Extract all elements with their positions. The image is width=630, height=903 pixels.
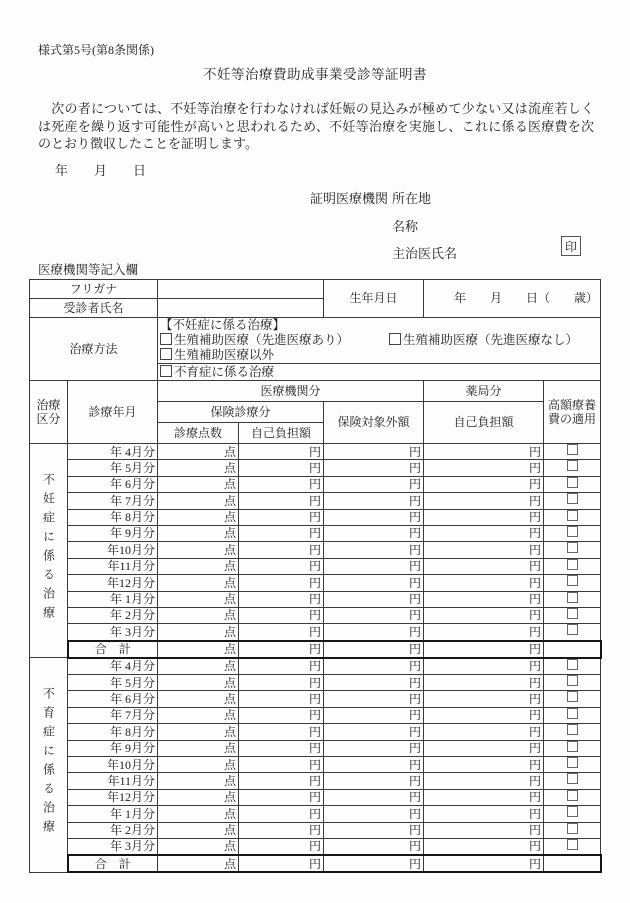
header-month: 診療年月	[68, 381, 158, 444]
checkbox-icon	[567, 741, 578, 752]
header-pharmacy-self-pay: 自己負担額	[424, 402, 544, 444]
uninsured-unit-cell: 円	[324, 476, 424, 492]
checkbox-icon	[567, 773, 578, 784]
selfpay-unit-cell: 円	[239, 591, 324, 607]
pharmacy-unit-cell: 円	[424, 773, 544, 789]
month-row	[30, 591, 601, 607]
patient-name-label: 受診者氏名	[30, 299, 158, 318]
pharmacy-unit-cell: 円	[424, 624, 544, 641]
month-cell: 年 6月分	[68, 691, 158, 707]
header-insured: 保険診療分	[158, 402, 324, 423]
checkbox-icon	[567, 708, 578, 719]
month-cell: 年 8月分	[68, 509, 158, 525]
high-cost-checkbox-cell	[544, 658, 601, 675]
points-unit-cell: 点	[158, 460, 239, 476]
month-cell: 年 3月分	[68, 624, 158, 641]
points-unit-cell: 点	[158, 675, 239, 691]
points-unit-cell: 点	[158, 773, 239, 789]
month-cell: 年 3月分	[68, 838, 158, 855]
issue-date-line: 年 月 日	[55, 163, 147, 178]
points-unit-cell: 点	[158, 476, 239, 492]
option-label: 生殖補助医療（先進医療なし）	[403, 333, 579, 347]
checkbox-icon	[567, 790, 578, 801]
table-header-row-1	[30, 381, 601, 402]
entry-section-label: 医療機関等記入欄	[38, 263, 139, 277]
form-number: 様式第5号(第8条関係)	[38, 43, 154, 57]
total-label-cell: 合 計	[68, 855, 158, 872]
month-row	[30, 493, 601, 509]
selfpay-unit-cell: 円	[239, 773, 324, 789]
checkbox-icon	[567, 659, 578, 670]
pharmacy-unit-cell: 円	[424, 822, 544, 838]
selfpay-unit-cell: 円	[239, 675, 324, 691]
total-empty-cell	[544, 855, 601, 872]
month-cell: 年 6月分	[68, 476, 158, 492]
month-row	[30, 476, 601, 492]
uninsured-unit-cell: 円	[324, 822, 424, 838]
total-uninsured-cell: 円	[324, 641, 424, 658]
selfpay-unit-cell: 円	[239, 558, 324, 574]
certifier-org-label: 証明医療機関	[310, 191, 389, 206]
high-cost-checkbox-cell	[544, 838, 601, 855]
checkbox-icon	[567, 608, 578, 619]
pharmacy-unit-cell: 円	[424, 724, 544, 740]
uninsured-unit-cell: 円	[324, 558, 424, 574]
month-cell: 年11月分	[68, 773, 158, 789]
checkbox-icon	[567, 575, 578, 586]
checkbox-icon	[567, 493, 578, 504]
checkbox-icon	[567, 526, 578, 537]
points-unit-cell: 点	[158, 542, 239, 558]
birthdate-field: 年 月 日（ 歳）	[424, 280, 601, 318]
high-cost-checkbox-cell	[544, 707, 601, 723]
checkbox-icon	[160, 348, 172, 360]
month-cell: 年 2月分	[68, 822, 158, 838]
checkbox-icon	[567, 559, 578, 570]
total-pharmacy-cell: 円	[424, 855, 544, 872]
header-medical-org: 医療機関分	[158, 381, 424, 402]
treatment-method-label: 治療方法	[30, 318, 158, 381]
points-unit-cell: 点	[158, 624, 239, 641]
header-uninsured: 保険対象外額	[324, 402, 424, 444]
furigana-field	[158, 280, 324, 299]
month-cell: 年 9月分	[68, 740, 158, 756]
points-unit-cell: 点	[158, 707, 239, 723]
points-unit-cell: 点	[158, 838, 239, 855]
month-row	[30, 691, 601, 707]
uninsured-unit-cell: 円	[324, 838, 424, 855]
points-unit-cell: 点	[158, 691, 239, 707]
month-row	[30, 675, 601, 691]
high-cost-checkbox-cell	[544, 740, 601, 756]
points-unit-cell: 点	[158, 658, 239, 675]
pharmacy-unit-cell: 円	[424, 757, 544, 773]
uninsured-unit-cell: 円	[324, 460, 424, 476]
selfpay-unit-cell: 円	[239, 624, 324, 641]
checkbox-icon	[567, 839, 578, 850]
uninsured-unit-cell: 円	[324, 444, 424, 460]
month-row	[30, 838, 601, 855]
points-unit-cell: 点	[158, 493, 239, 509]
points-unit-cell: 点	[158, 789, 239, 805]
checkbox-icon	[160, 333, 172, 345]
uninsured-unit-cell: 円	[324, 740, 424, 756]
certifier-name-label: 名称	[392, 219, 419, 234]
total-selfpay-cell: 円	[239, 855, 324, 872]
month-row	[30, 444, 601, 460]
points-unit-cell: 点	[158, 575, 239, 591]
medical-entry-table	[29, 279, 602, 873]
month-cell: 年 7月分	[68, 493, 158, 509]
selfpay-unit-cell: 円	[239, 724, 324, 740]
checkbox-icon	[567, 460, 578, 471]
uninsured-unit-cell: 円	[324, 542, 424, 558]
selfpay-unit-cell: 円	[239, 607, 324, 623]
month-cell: 年 1月分	[68, 591, 158, 607]
total-label-cell: 合 計	[68, 641, 158, 658]
pharmacy-unit-cell: 円	[424, 444, 544, 460]
high-cost-checkbox-cell	[544, 542, 601, 558]
uninsured-unit-cell: 円	[324, 509, 424, 525]
doctor-name-label: 主治医氏名	[392, 246, 458, 261]
treatment-method-options	[158, 318, 601, 364]
month-row	[30, 624, 601, 641]
checkbox-icon	[160, 365, 172, 377]
pharmacy-unit-cell: 円	[424, 658, 544, 675]
total-uninsured-cell: 円	[324, 855, 424, 872]
checkbox-icon	[389, 333, 401, 345]
total-empty-cell	[544, 641, 601, 658]
total-pharmacy-cell: 円	[424, 641, 544, 658]
high-cost-checkbox-cell	[544, 444, 601, 460]
pharmacy-unit-cell: 円	[424, 675, 544, 691]
uninsured-unit-cell: 円	[324, 591, 424, 607]
month-row	[30, 806, 601, 822]
pharmacy-unit-cell: 円	[424, 542, 544, 558]
pharmacy-unit-cell: 円	[424, 493, 544, 509]
uninsured-unit-cell: 円	[324, 707, 424, 723]
checkbox-icon	[567, 757, 578, 768]
high-cost-checkbox-cell	[544, 691, 601, 707]
checkbox-icon	[567, 510, 578, 521]
month-row	[30, 822, 601, 838]
uninsured-unit-cell: 円	[324, 624, 424, 641]
month-row	[30, 558, 601, 574]
checkbox-icon	[567, 675, 578, 686]
month-cell: 年12月分	[68, 575, 158, 591]
month-row	[30, 607, 601, 623]
option-label: 生殖補助医療（先進医療あり）	[174, 333, 350, 347]
month-row	[30, 575, 601, 591]
total-selfpay-cell: 円	[239, 641, 324, 658]
month-row	[30, 724, 601, 740]
header-high-cost: 高額療養費の適用	[544, 381, 601, 444]
high-cost-checkbox-cell	[544, 806, 601, 822]
high-cost-checkbox-cell	[544, 460, 601, 476]
checkbox-icon	[567, 806, 578, 817]
points-unit-cell: 点	[158, 806, 239, 822]
monthly-rows	[30, 444, 601, 873]
selfpay-unit-cell: 円	[239, 493, 324, 509]
month-cell: 年10月分	[68, 757, 158, 773]
header-category: 治療区分	[30, 381, 68, 444]
points-unit-cell: 点	[158, 740, 239, 756]
selfpay-unit-cell: 円	[239, 789, 324, 805]
patient-name-field	[158, 299, 324, 318]
month-cell: 年 8月分	[68, 724, 158, 740]
month-row	[30, 789, 601, 805]
checkbox-icon	[567, 477, 578, 488]
pharmacy-unit-cell: 円	[424, 806, 544, 822]
header-self-pay: 自己負担額	[239, 423, 324, 444]
month-row	[30, 707, 601, 723]
points-unit-cell: 点	[158, 591, 239, 607]
points-unit-cell: 点	[158, 525, 239, 541]
pharmacy-unit-cell: 円	[424, 591, 544, 607]
selfpay-unit-cell: 円	[239, 525, 324, 541]
points-unit-cell: 点	[158, 444, 239, 460]
pharmacy-unit-cell: 円	[424, 838, 544, 855]
treatment-method-row	[30, 318, 601, 364]
points-unit-cell: 点	[158, 724, 239, 740]
total-row	[30, 641, 601, 658]
selfpay-unit-cell: 円	[239, 707, 324, 723]
seal-mark	[561, 236, 581, 256]
month-cell: 年 1月分	[68, 806, 158, 822]
high-cost-checkbox-cell	[544, 624, 601, 641]
total-points-cell: 点	[158, 855, 239, 872]
high-cost-checkbox-cell	[544, 675, 601, 691]
furigana-label: フリガナ	[30, 280, 158, 299]
points-unit-cell: 点	[158, 607, 239, 623]
furigana-row	[30, 280, 601, 299]
month-row	[30, 658, 601, 675]
month-cell: 年 5月分	[68, 460, 158, 476]
selfpay-unit-cell: 円	[239, 822, 324, 838]
high-cost-checkbox-cell	[544, 509, 601, 525]
checkbox-icon	[567, 691, 578, 702]
checkbox-icon	[567, 592, 578, 603]
high-cost-checkbox-cell	[544, 493, 601, 509]
option-label: 不育症に係る治療	[174, 364, 275, 379]
pharmacy-unit-cell: 円	[424, 691, 544, 707]
month-cell: 年 7月分	[68, 707, 158, 723]
recurrent-loss-option	[158, 364, 601, 381]
high-cost-checkbox-cell	[544, 591, 601, 607]
high-cost-checkbox-cell	[544, 757, 601, 773]
uninsured-unit-cell: 円	[324, 493, 424, 509]
pharmacy-unit-cell: 円	[424, 476, 544, 492]
high-cost-checkbox-cell	[544, 773, 601, 789]
checkbox-icon	[567, 624, 578, 635]
pharmacy-unit-cell: 円	[424, 509, 544, 525]
body-paragraph: 次の者については、不妊等治療を行わなければ妊娠の見込みが極めて少ない又は流産若しくは死産を繰り返す可能性が高いと思われるため、不妊等治療を実施し、これに係る医療費を次のとおり徴収したことを証明します。	[38, 101, 594, 151]
checkbox-icon	[567, 444, 578, 455]
month-cell: 年 2月分	[68, 607, 158, 623]
points-unit-cell: 点	[158, 558, 239, 574]
high-cost-checkbox-cell	[544, 789, 601, 805]
high-cost-checkbox-cell	[544, 822, 601, 838]
high-cost-checkbox-cell	[544, 724, 601, 740]
selfpay-unit-cell: 円	[239, 806, 324, 822]
uninsured-unit-cell: 円	[324, 658, 424, 675]
uninsured-unit-cell: 円	[324, 773, 424, 789]
pharmacy-unit-cell: 円	[424, 525, 544, 541]
checkbox-icon	[567, 542, 578, 553]
uninsured-unit-cell: 円	[324, 675, 424, 691]
month-cell: 年10月分	[68, 542, 158, 558]
month-row	[30, 757, 601, 773]
selfpay-unit-cell: 円	[239, 575, 324, 591]
option-label: 生殖補助医療以外	[174, 348, 275, 362]
selfpay-unit-cell: 円	[239, 740, 324, 756]
month-cell: 年 4月分	[68, 658, 158, 675]
page-title: 不妊等治療費助成事業受診等証明書	[203, 67, 427, 82]
selfpay-unit-cell: 円	[239, 476, 324, 492]
selfpay-unit-cell: 円	[239, 509, 324, 525]
treatment-category-cell	[30, 444, 68, 658]
selfpay-unit-cell: 円	[239, 658, 324, 675]
month-row	[30, 509, 601, 525]
uninsured-unit-cell: 円	[324, 806, 424, 822]
pharmacy-unit-cell: 円	[424, 460, 544, 476]
pharmacy-unit-cell: 円	[424, 607, 544, 623]
month-row	[30, 740, 601, 756]
treatment-category-cell	[30, 658, 68, 873]
treatment-category-label: 不妊症に係る治療	[41, 472, 56, 625]
selfpay-unit-cell: 円	[239, 444, 324, 460]
month-cell: 年 5月分	[68, 675, 158, 691]
treatment-option-row	[160, 333, 598, 348]
high-cost-checkbox-cell	[544, 558, 601, 574]
selfpay-unit-cell: 円	[239, 757, 324, 773]
selfpay-unit-cell: 円	[239, 460, 324, 476]
pharmacy-unit-cell: 円	[424, 707, 544, 723]
uninsured-unit-cell: 円	[324, 757, 424, 773]
month-row	[30, 525, 601, 541]
high-cost-checkbox-cell	[544, 575, 601, 591]
treatment-category-label: 不育症に係る治療	[41, 687, 56, 840]
points-unit-cell: 点	[158, 509, 239, 525]
high-cost-checkbox-cell	[544, 607, 601, 623]
header-pharmacy: 薬局分	[424, 381, 544, 402]
pharmacy-unit-cell: 円	[424, 575, 544, 591]
infertility-group-title: 【不妊症に係る治療】	[160, 318, 286, 332]
seal-label: 印	[564, 239, 577, 254]
pharmacy-unit-cell: 円	[424, 789, 544, 805]
uninsured-unit-cell: 円	[324, 724, 424, 740]
checkbox-icon	[567, 823, 578, 834]
header-points: 診療点数	[158, 423, 239, 444]
birthdate-label: 生年月日	[324, 280, 424, 318]
month-row	[30, 460, 601, 476]
pharmacy-unit-cell: 円	[424, 558, 544, 574]
month-cell: 年 9月分	[68, 525, 158, 541]
points-unit-cell: 点	[158, 822, 239, 838]
uninsured-unit-cell: 円	[324, 691, 424, 707]
selfpay-unit-cell: 円	[239, 691, 324, 707]
month-cell: 年 4月分	[68, 444, 158, 460]
uninsured-unit-cell: 円	[324, 525, 424, 541]
points-unit-cell: 点	[158, 757, 239, 773]
month-cell: 年11月分	[68, 558, 158, 574]
high-cost-checkbox-cell	[544, 525, 601, 541]
selfpay-unit-cell: 円	[239, 838, 324, 855]
pharmacy-unit-cell: 円	[424, 740, 544, 756]
checkbox-icon	[567, 724, 578, 735]
high-cost-checkbox-cell	[544, 476, 601, 492]
month-cell: 年12月分	[68, 789, 158, 805]
certifier-address-label: 所在地	[392, 191, 432, 206]
uninsured-unit-cell: 円	[324, 575, 424, 591]
month-row	[30, 542, 601, 558]
uninsured-unit-cell: 円	[324, 607, 424, 623]
selfpay-unit-cell: 円	[239, 542, 324, 558]
uninsured-unit-cell: 円	[324, 789, 424, 805]
month-row	[30, 773, 601, 789]
total-points-cell: 点	[158, 641, 239, 658]
total-row	[30, 855, 601, 872]
treatment-option-row	[160, 348, 598, 363]
